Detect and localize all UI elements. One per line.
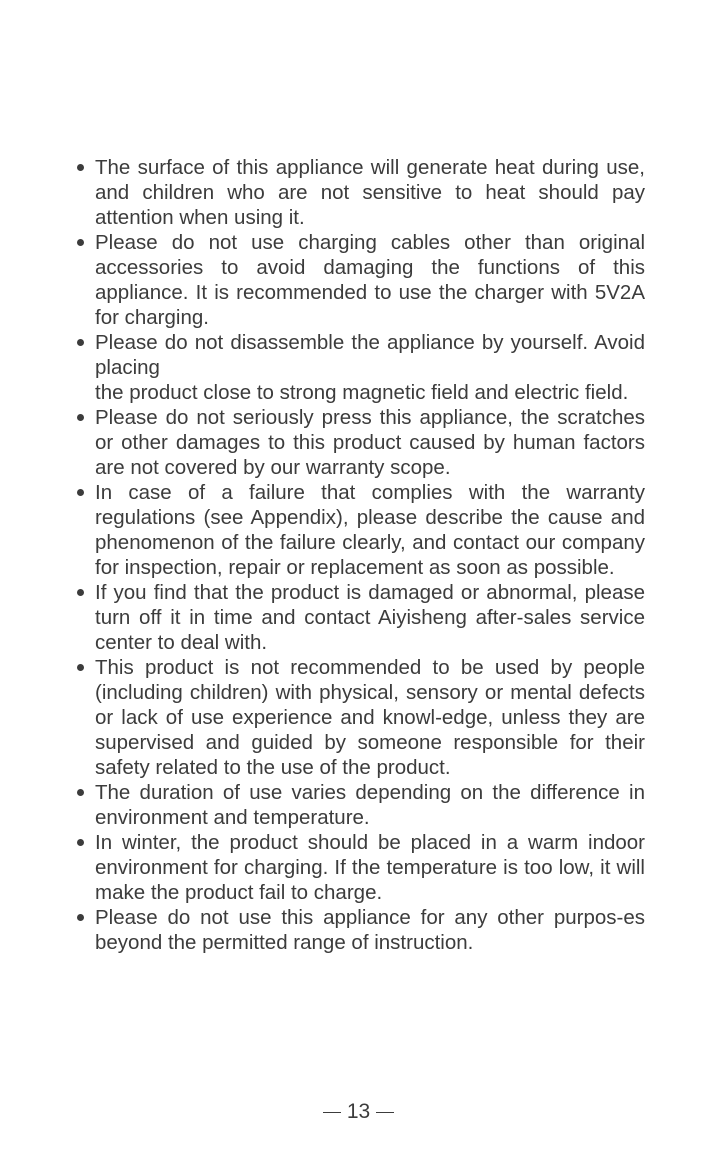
list-item-text: This product is not recommended to be used by people (including children) with physical, sensory or mental defects or lack of use experience and knowl-edge, unless they are supervised and guided by someone responsible for their safety related to the use of the product.: [95, 656, 645, 779]
list-item-text: In case of a failure that complies with the warranty regulations (see Appendix), please describe the cause and phenomenon of the failure clearly, and contact our company for inspection, repair or replacement as soon as possible.: [95, 481, 645, 579]
list-item: [75, 580, 645, 655]
page-number: [0, 1099, 717, 1125]
bullet-dot-icon: [77, 164, 84, 171]
list-item: [75, 655, 645, 780]
warning-list-section: [75, 155, 645, 955]
list-item: [75, 155, 645, 230]
bullet-dot-icon: [77, 664, 84, 671]
list-item-text: The surface of this appliance will generate heat during use, and children who are not sensitive to heat should pay attention when using it.: [95, 156, 645, 229]
bullet-dot-icon: [77, 239, 84, 246]
list-item: [75, 780, 645, 830]
warning-list: [75, 155, 645, 955]
bullet-dot-icon: [77, 589, 84, 596]
list-item-text: If you find that the product is damaged or abnormal, please turn off it in time and contact Aiyisheng after-sales service center to deal with.: [95, 581, 645, 654]
list-item: [75, 330, 645, 405]
list-item-text: Please do not use this appliance for any other purpos-es beyond the permitted range of instruction.: [95, 906, 645, 954]
list-item-text: Please do not disassemble the appliance by yourself. Avoid placing the product close to strong magnetic field and electric field.: [95, 331, 645, 404]
list-item-text: The duration of use varies depending on the difference in environment and temperature.: [95, 781, 645, 829]
list-item-text: Please do not seriously press this appliance, the scratches or other damages to this product caused by human factors are not covered by our warranty scope.: [95, 406, 645, 479]
list-item: [75, 230, 645, 330]
bullet-dot-icon: [77, 489, 84, 496]
bullet-dot-icon: [77, 914, 84, 921]
dash-right-icon: [376, 1112, 394, 1113]
bullet-dot-icon: [77, 414, 84, 421]
list-item-text: Please do not use charging cables other than original accessories to avoid damaging the functions of this appliance. It is recommended to use the charger with 5V2A for charging.: [95, 231, 645, 329]
page-number-text: 13: [346, 1100, 371, 1123]
list-item: [75, 405, 645, 480]
list-item: [75, 830, 645, 905]
list-item: [75, 905, 645, 955]
dash-left-icon: [323, 1112, 341, 1113]
list-item-text: In winter, the product should be placed in a warm indoor environment for charging. If the temperature is too low, it will make the product fail to charge.: [95, 831, 645, 904]
bullet-dot-icon: [77, 839, 84, 846]
bullet-dot-icon: [77, 789, 84, 796]
list-item: [75, 480, 645, 580]
bullet-dot-icon: [77, 339, 84, 346]
